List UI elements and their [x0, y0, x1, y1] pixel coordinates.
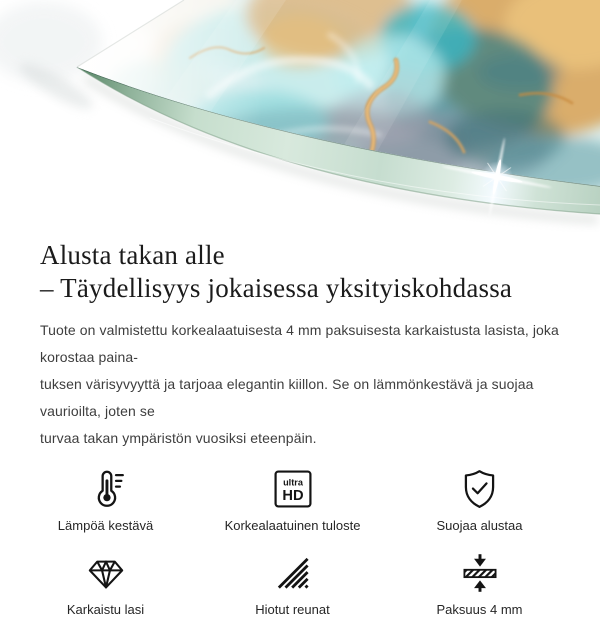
- feature-label: Karkaistu lasi: [66, 602, 145, 617]
- ultra-hd-icon: [271, 466, 315, 512]
- feature-label: Paksuus 4 mm: [436, 602, 523, 617]
- feature-heat-resistant: [12, 466, 199, 534]
- feature-grid: [12, 466, 573, 618]
- page-title-line1: Alusta takan alle: [40, 240, 225, 270]
- feature-protects-surface: [386, 466, 573, 534]
- paragraph-line: tuksen värisyvyyttä ja tarjoaa elegantin kiillon. Se on lämmönkestävä ja suojaa vaurioilta, joten se: [40, 376, 534, 419]
- thermometer-icon: [83, 466, 129, 512]
- feature-polished-edges: [199, 550, 386, 618]
- feature-label: Korkealaatuinen tuloste: [224, 518, 361, 533]
- paragraph-line: Tuote on valmistettu korkealaatuisesta 4 mm paksuisesta karkaistusta lasista, joka korostaa paina-: [40, 322, 559, 365]
- feature-tempered-glass: [12, 550, 199, 618]
- page-title: [40, 239, 564, 305]
- paragraph-line: turvaa takan ympäristön vuosiksi eteenpäin.: [40, 430, 317, 446]
- shield-check-icon: [457, 466, 502, 512]
- diamond-icon: [85, 550, 127, 596]
- feature-label: Lämpöä kestävä: [57, 518, 154, 533]
- feature-thickness-4mm: [386, 550, 573, 618]
- svg-text:HD: HD: [281, 488, 304, 504]
- product-glass-panel-image: [0, 0, 600, 232]
- product-description-paragraph: [40, 317, 564, 452]
- glass-panel-illustration: [0, 0, 600, 232]
- polished-edges-icon: [273, 550, 313, 596]
- page-title-line2: – Täydellisyys jokaisessa yksityiskohdassa: [40, 273, 513, 303]
- feature-ultra-hd-print: [199, 466, 386, 534]
- feature-label: Suojaa alustaa: [436, 518, 523, 533]
- feature-label: Hiotut reunat: [255, 602, 330, 617]
- product-description-block: [0, 239, 600, 618]
- svg-text:ultra: ultra: [282, 477, 303, 488]
- thickness-press-icon: [458, 550, 502, 596]
